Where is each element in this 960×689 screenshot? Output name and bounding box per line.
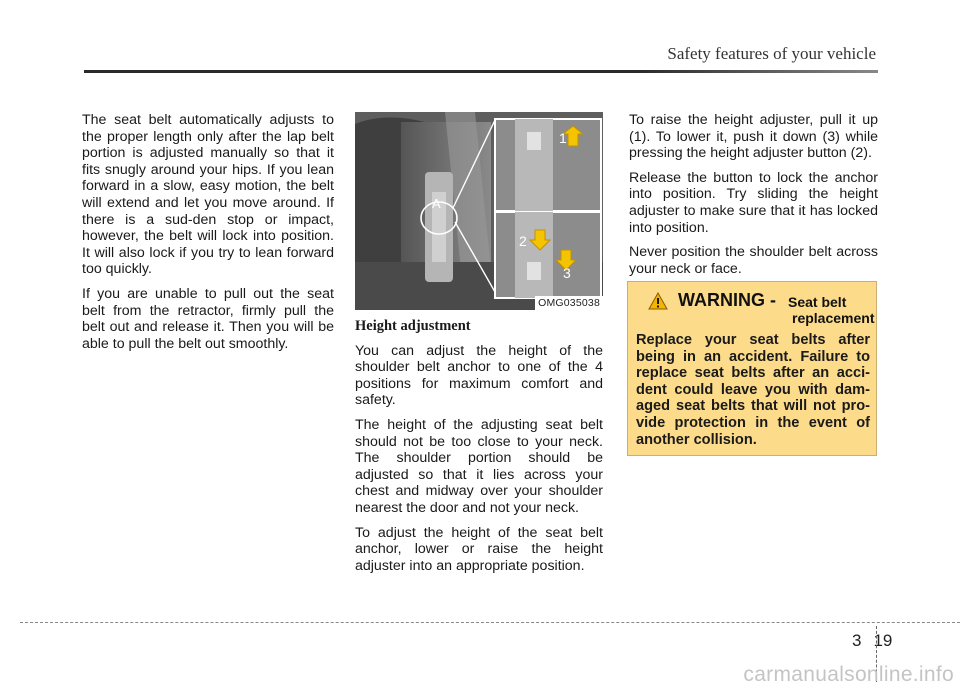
paragraph: Never position the shoulder belt across your neck or face. (629, 244, 878, 277)
watermark: carmanualsonline.info (743, 663, 954, 686)
footer-rule (20, 622, 960, 623)
callout-1: 1 (559, 130, 567, 146)
figure-code: OMG035038 (535, 296, 603, 310)
paragraph: If you are unable to pull out the seat belt from the retractor, firmly pull the belt out and release it. Then you will be able to pull the belt out smoothly. (82, 285, 334, 352)
section-header: Safety features of your vehicle (667, 44, 876, 63)
warning-subtitle-line2: replacement (792, 310, 875, 326)
paragraph: The height of the adjusting seat belt should not be too close to your neck. The shoulder portion should be adjusted so that it lies across your chest and midway over your shoulder nearest the door and not your neck. (355, 416, 603, 516)
warning-body: Replace your seat belts after being in an accident. Failure to replace seat belts after an acci-dent could leave you with dam-aged seat belts that will not pro-vide protection in the event of another collision. (636, 332, 870, 448)
warning-subtitle (788, 294, 888, 326)
column-3 (629, 112, 878, 285)
page-number-value: 19 (873, 631, 893, 650)
seat-belt-figure (355, 112, 603, 310)
column-2 (355, 318, 603, 582)
warning-triangle-icon (648, 292, 668, 310)
paragraph: The seat belt automatically adjusts to the proper length only after the lap belt portion is adjusted manually so that it fits snugly around your hips. If you lean forward in a slow, easy motion, the belt will extend and let you move around. If there is a sud-den stop or impact, however, the belt will lock into position. It will also lock if you try to lean forward too quickly. (82, 112, 334, 278)
paragraph: You can adjust the height of the shoulder belt anchor to one of the 4 positions for maximum comfort and safety. (355, 342, 603, 409)
warning-subtitle-line1: Seat belt (788, 294, 847, 310)
warning-label: WARNING - (678, 290, 776, 310)
column-1 (82, 112, 334, 360)
callout-a: A (432, 196, 441, 211)
callout-3: 3 (563, 265, 571, 281)
paragraph: To adjust the height of the seat belt anchor, lower or raise the height adjuster into an appropriate position. (355, 524, 603, 574)
callout-2: 2 (519, 233, 527, 249)
section-heading: Height adjustment (355, 318, 471, 334)
warning-box (627, 281, 877, 456)
seat-belt-illustration (355, 112, 603, 310)
header-rule (84, 70, 878, 73)
page-number (852, 631, 892, 651)
paragraph: To raise the height adjuster, pull it up (1). To lower it, push it down (3) while pressing the height adjuster button (2). (629, 112, 878, 162)
section-number: 3 (852, 631, 862, 650)
paragraph: Release the button to lock the anchor into position. Try sliding the height adjuster to make sure that it has locked into position. (629, 169, 878, 236)
